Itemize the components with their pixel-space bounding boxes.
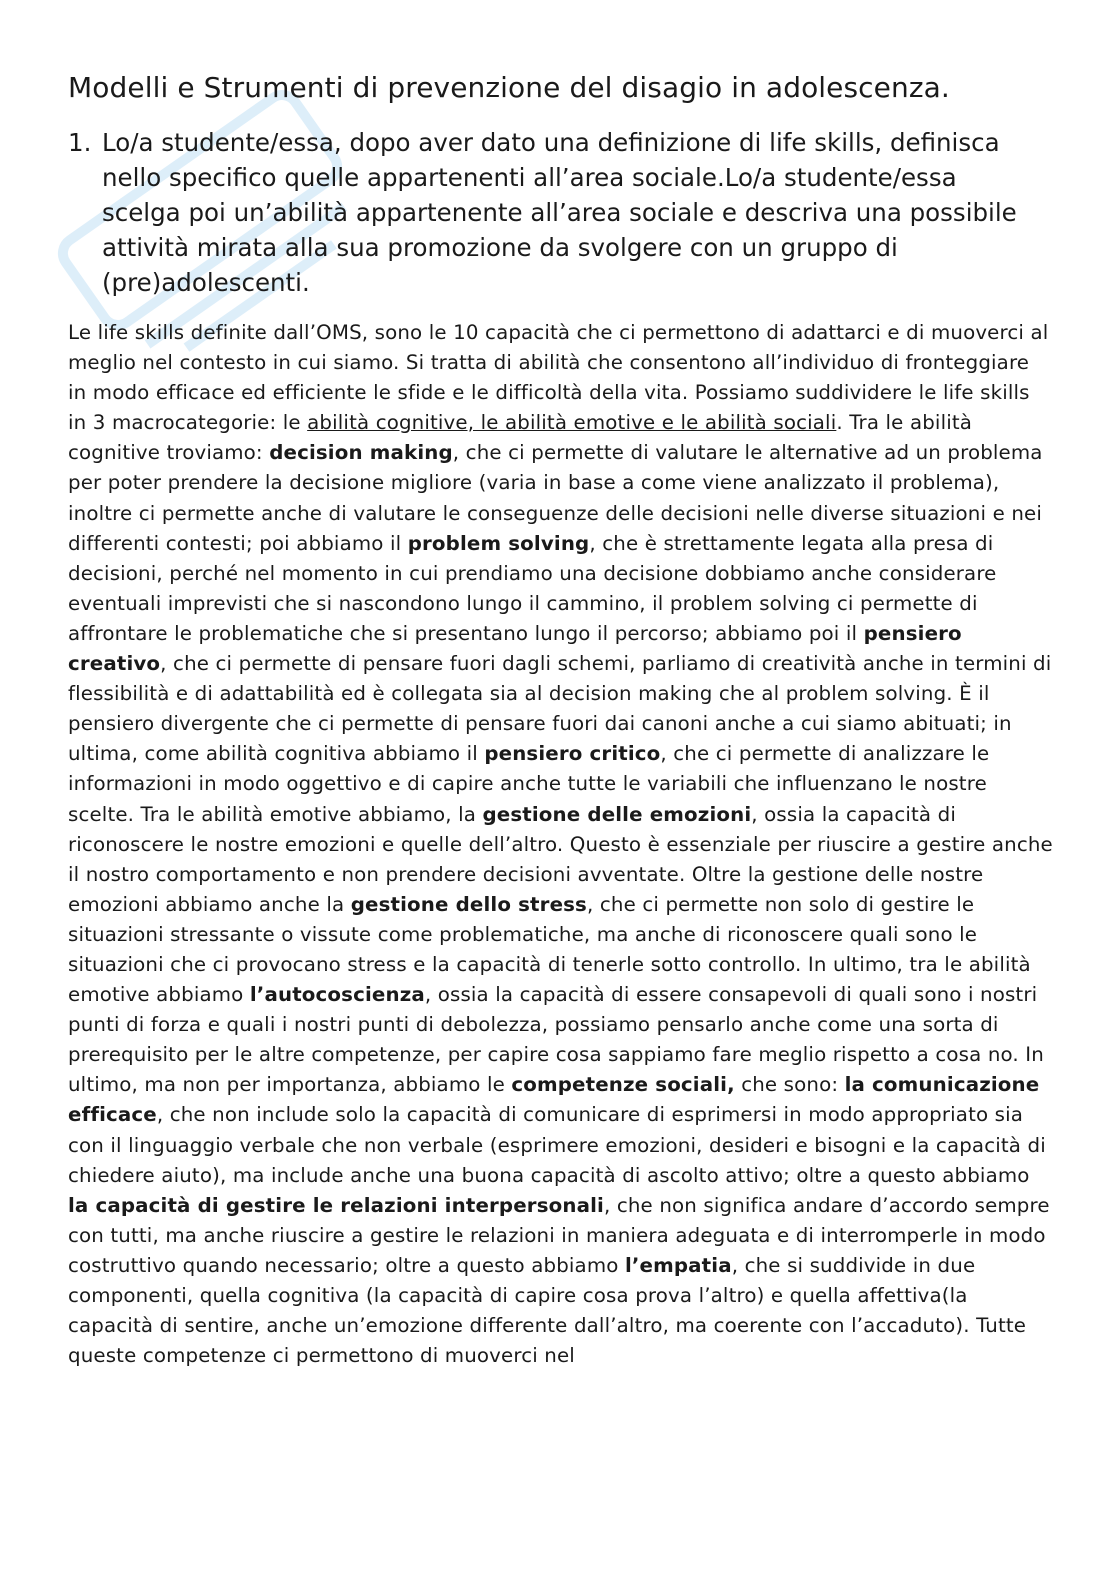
answer-paragraph	[68, 318, 1053, 1371]
body-text-run: , che ci permette non solo di gestire le situazioni stressante o vissute come problematiche, ma anche di riconoscere quali sono le situazioni che ci provocano stress e la capacità di tenerle sotto controllo. In ultimo, tra le abilità emotive abbiamo	[68, 892, 1031, 1007]
term-competenze-sociali: competenze sociali,	[511, 1073, 735, 1097]
question-number: 1.	[68, 128, 92, 157]
body-text-run: . Tra le abilità cognitive troviamo:	[68, 411, 973, 465]
term-pensiero-critico: pensiero critico	[484, 742, 661, 766]
document-title: Modelli e Strumenti di prevenzione del disagio in adolescenza.	[68, 71, 950, 104]
term-problem-solving: problem solving	[407, 531, 590, 555]
body-text-run: , che ci permette di pensare fuori dagli schemi, parliamo di creatività anche in termini di flessibilità e di adattabilità ed è collegata sia al decision making che al problem solving. È il pensiero divergente che ci permette di pensare fuori dai canoni anche a cui siamo abituati; in ultima, come abilità cognitiva abbiamo il	[68, 652, 1052, 766]
body-text-run: , ossia la capacità di riconoscere le nostre emozioni e quelle dell’altro. Questo è essenziale per riuscire a gestire anche il nostro comportamento e non prendere decisioni avventate. Oltre la gestione delle nostre emozioni abbiamo anche la	[68, 802, 1053, 916]
body-text-run: Le life skills definite dall’OMS, sono le 10 capacità che ci permettono di adattarci e di muoverci al meglio nel contesto in cui siamo. Si tratta di abilità che consentono all’individuo di fronteggiare in modo efficace ed efficiente le sfide e le difficoltà della vita. Possiamo suddividere le life skills in 3 macrocategorie: le	[68, 321, 1049, 435]
question-item	[68, 125, 1053, 300]
term-decision-making: decision making	[269, 441, 453, 465]
term-relazioni-interpersonali: la capacità di gestire le relazioni interpersonali	[68, 1193, 604, 1217]
term-pensiero-creativo: pensiero creativo	[68, 621, 962, 676]
underlined-categories: abilità cognitive, le abilità emotive e le abilità sociali	[307, 411, 837, 435]
term-gestione-emozioni: gestione delle emozioni	[482, 802, 752, 826]
body-text-run: , che è strettamente legata alla presa di decisioni, perché nel momento in cui prendiamo una decisione dobbiamo anche considerare eventuali imprevisti che si nascondono lungo il cammino, il problem solving ci permette di affrontare le problematiche che si presentano lungo il percorso; abbiamo poi il	[68, 531, 997, 645]
body-text-run: , che non include solo la capacità di comunicare di esprimersi in modo appropriato sia con il linguaggio verbale che non verbale (esprimere emozioni, desideri e bisogni e la capacità di chiedere aiuto), ma include anche una buona capacità di ascolto attivo; oltre a questo abbiamo	[68, 1103, 1046, 1187]
body-text-run: , ossia la capacità di essere consapevoli di quali sono i nostri punti di forza e quali i nostri punti di debolezza, possiamo pensarlo anche come una sorta di prerequisito per le altre competenze, per capire cosa sappiamo fare meglio rispetto a cosa no. In ultimo, ma non per importanza, abbiamo le	[68, 983, 1044, 1097]
body-text-run: , che ci permette di analizzare le informazioni in modo oggettivo e di capire anche tutte le variabili che influenzano le nostre scelte. Tra le abilità emotive abbiamo, la	[68, 742, 990, 826]
term-empatia: l’empatia	[624, 1253, 732, 1277]
body-text-run: , che si suddivide in due componenti, quella cognitiva (la capacità di capire cosa prova l’altro) e quella affettiva(la capacità di sentire, anche un’emozione differente dall’altro, ma coerente con l’accaduto). Tutte queste competenze ci permettono di muoverci nel	[68, 1253, 1027, 1368]
term-gestione-stress: gestione dello stress	[350, 892, 587, 916]
document-page	[68, 64, 1053, 1371]
body-text-run: , che non significa andare d’accordo sempre con tutti, ma anche riuscire a gestire le relazioni in maniera adeguata e di interromperle in modo costruttivo quando necessario; oltre a questo abbiamo	[68, 1193, 1050, 1277]
body-text-run: , che ci permette di valutare le alternative ad un problema per poter prendere la decisione migliore (varia in base a come viene analizzato il problema), inoltre ci permette anche di valutare le conseguenze delle decisioni nelle diverse situazioni e nei differenti contesti; poi abbiamo il	[68, 441, 1043, 555]
question-text: Lo/a studente/essa, dopo aver dato una definizione di life skills, definisca nello specifico quelle appartenenti all’area sociale.Lo/a studente/essa scelga poi un’abilità appartenente all’area sociale e descriva una possibile attività mirata alla sua promozione da svolgere con un gruppo di (pre)adolescenti.	[102, 128, 1017, 297]
body-text-run: che sono:	[734, 1073, 845, 1097]
term-comunicazione-efficace: la comunicazione efficace	[68, 1073, 1040, 1127]
term-autocoscienza: l’autocoscienza	[249, 983, 425, 1007]
